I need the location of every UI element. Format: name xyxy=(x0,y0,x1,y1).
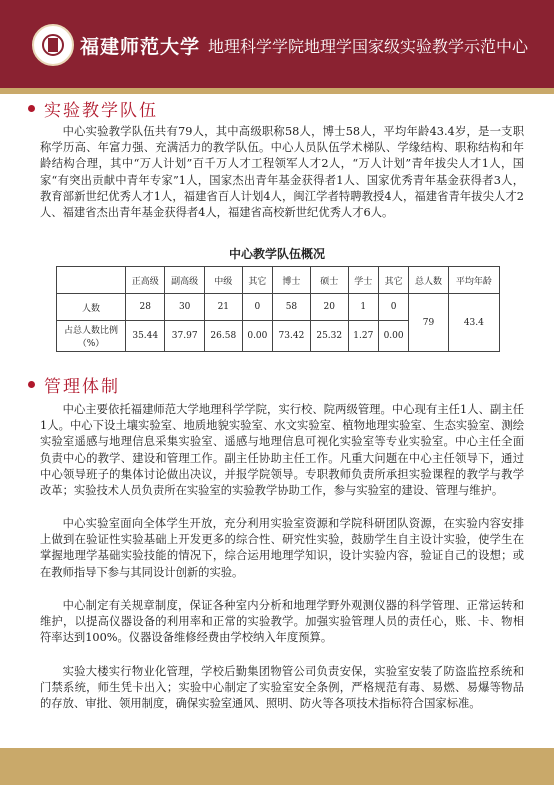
management-paragraph-2: 中心实验室面向全体学生开放，充分利用实验室资源和学院科研团队资源，在实验内容安排上做到在验证性实验基础上开发更多的综合性、研究性实验，鼓励学生自主设计实验，使学生在掌握地理学基础实验技能的情况下，综合运用地理学知识，设计实验内容，验证自己的设想；或在教师指导下参与其同设计创新的实验。 xyxy=(40,517,524,579)
section-title: 实验教学队伍 xyxy=(44,101,158,121)
staff-table xyxy=(56,266,500,352)
management-paragraph-4: 实验大楼实行物业化管理，学校后勤集团物管公司负责安保，实验室安装了防盗监控系统和门禁系统，师生凭卡出入；实验中心制定了实验室安全条例，严格规范有毒、易燃、易爆等物品的存放、审批、领用制度，确保实验室通风、照明、防火等各项技术指标符合国家标准。 xyxy=(40,665,524,711)
table-cell: 0 xyxy=(378,294,408,321)
table-header-cell: 平均年龄 xyxy=(448,267,499,294)
table-title: 中心教学队伍概况 xyxy=(228,247,325,261)
page-footer xyxy=(0,748,554,785)
table-header-cell: 中级 xyxy=(204,267,242,294)
bullet-icon xyxy=(28,105,35,112)
header-gold-band xyxy=(0,88,554,94)
table-header-cell: 正高级 xyxy=(126,267,165,294)
table-cell: 25.32 xyxy=(310,321,348,352)
management-paragraph-3: 中心制定有关规章制度，保证各种室内分析和地理学野外观测仪器的科学管理、正常运转和维护，以提高仪器设备的利用率和正常的实验教学。加强实验管理人员的责任心，账、卡、物相符率达到100%。仪器设备维修经费由学校纳入年度预算。 xyxy=(40,599,524,645)
table-header-cell: 副高级 xyxy=(165,267,204,294)
table-cell: 0 xyxy=(242,294,272,321)
table-cell: 0.00 xyxy=(242,321,272,352)
table-cell: 1 xyxy=(348,294,378,321)
row-label: 人数 xyxy=(57,294,126,321)
bullet-icon xyxy=(28,381,35,388)
university-logo xyxy=(32,24,74,66)
table-cell: 20 xyxy=(310,294,348,321)
table-row xyxy=(57,294,500,321)
table-cell: 28 xyxy=(126,294,165,321)
table-header-cell xyxy=(57,267,126,294)
table-header-cell: 总人数 xyxy=(409,267,448,294)
page-header xyxy=(0,0,554,90)
section-title: 管理体制 xyxy=(44,377,120,397)
section-heading-management xyxy=(28,372,120,397)
table-cell: 35.44 xyxy=(126,321,165,352)
university-name: 福建师范大学 xyxy=(80,36,201,58)
table-header-cell: 其它 xyxy=(378,267,408,294)
average-age-cell: 43.4 xyxy=(448,294,499,352)
team-paragraph: 中心实验教学队伍共有79人，其中高级职称58人，博士58人，平均年龄43.4岁，是一支职称学历高、年富力强、充满活力的教学队伍。中心人员队伍学术梯队、学缘结构、职称结构和年龄结构合理，其中“万人计划”百千万人才工程领军人才2人，“万人计划”青年拔尖人才1人，国家“有突出贡献中青年专家”1人，国家杰出青年基金获得者1人、国家优秀青年基金获得者3人，教育部新世纪优秀人才1人，福建省百人计划4人，闽江学者特聘教授4人，福建省青年拔尖人才2人、福建省杰出青年基金获得者4人，福建省高校新世纪优秀人才6人。 xyxy=(40,125,524,220)
table-header-cell: 硕士 xyxy=(310,267,348,294)
section-heading-team xyxy=(28,96,158,121)
logo-emblem xyxy=(48,38,58,52)
table-cell: 73.42 xyxy=(273,321,311,352)
table-cell: 21 xyxy=(204,294,242,321)
table-cell: 30 xyxy=(165,294,204,321)
table-header-cell: 博士 xyxy=(273,267,311,294)
table-cell: 37.97 xyxy=(165,321,204,352)
table-cell: 58 xyxy=(273,294,311,321)
table-cell: 26.58 xyxy=(204,321,242,352)
table-header-cell: 学士 xyxy=(348,267,378,294)
table-header-cell: 其它 xyxy=(242,267,272,294)
row-label: 占总人数比例（%） xyxy=(57,321,126,352)
table-cell: 0.00 xyxy=(378,321,408,352)
table-cell: 1.27 xyxy=(348,321,378,352)
center-name: 地理科学学院地理学国家级实验教学示范中心 xyxy=(208,37,529,56)
table-header-row xyxy=(57,267,500,294)
management-paragraph-1: 中心主要依托福建师范大学地理科学学院，实行校、院两级管理。中心现有主任1人、副主任1人。中心下设土壤实验室、地质地貌实验室、水文实验室、植物地理实验室、生态实验室、测绘实验室遥感与地理信息采集实验室、遥感与地理信息可视化实验室等专业实验室。中心主任全面负责中心的教学、建设和管理工作。副主任协助主任工作。凡重大问题在中心主任领导下，通过中心领导班子的集体讨论做出决议，并报学院领导。专职教师负责所承担实验课程的教学与教学改革；实验技术人员负责所在实验室的实验教学协助工作，参与实验室的建设、管理与维护。 xyxy=(40,403,524,498)
total-count-cell: 79 xyxy=(409,294,448,352)
